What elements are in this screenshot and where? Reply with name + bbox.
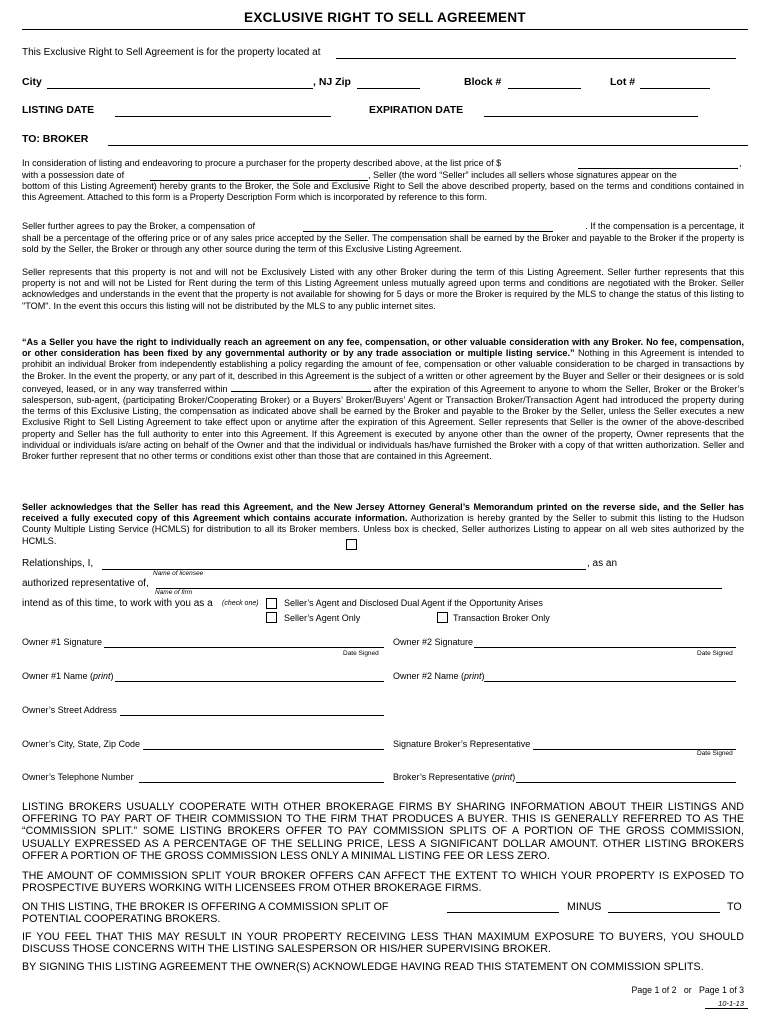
listing-date-field[interactable] bbox=[115, 116, 331, 117]
owner1-signature-field[interactable] bbox=[104, 647, 384, 648]
para5-bold: Seller acknowledges that the Seller has read this Agreement, and the New Jersey Attorney General’s Memorandum printed on the reverse side, and the Seller has received a fully executed copy of this Agreement which contains accurate information. bbox=[22, 502, 744, 524]
web-sites-opt-out-checkbox[interactable] bbox=[346, 539, 357, 550]
para1-rest: bottom of this Listing Agreement) hereby grants to the Broker, the Sole and Exclusive Right to Sell the above described property, based on the terms and conditions contained in this Agreement. Attached to this form is a Property Description Form which is incorporated by reference to this form. bbox=[22, 181, 744, 203]
para4-bold: “As a Seller you have the right to individually reach an agreement on any fee, compensation, or other valuable consideration with any Broker. No fee, compensation, or other consideration has been fixed by any governmental authority or by any trade association or multiple listing service.” bbox=[22, 337, 744, 359]
to-label: TO bbox=[727, 901, 742, 913]
broker-rep-field[interactable] bbox=[516, 782, 736, 783]
page-number: Page 1 of 2 or Page 1 of 3 bbox=[631, 985, 744, 995]
street-address-field[interactable] bbox=[120, 715, 384, 716]
owner2-close-paren: ) bbox=[481, 671, 485, 681]
owner1-date-signed: Date Signed bbox=[343, 650, 379, 657]
para2-rest: shall be a percentage of the offering price or of any sales price accepted by the Seller. The compensation shall be earned by the Broker and payable to the Broker if the property is sold by the Seller, the Broker or through any other source during the term of this Exclusive Listing Agreement. bbox=[22, 232, 744, 254]
para4-text2: after the expiration of this Agreement to anyone to whom the Seller, Broker or the Broker’s salesperson, sub-agent, (participating Broker/Cooperating Broker) or a Buyers’ Broker/Buyers’ Agent or Transaction Broker/Transaction Agent had introduced the property during the terms of this Exclusive Listing, the compensation as indicated above shall be earned by the Broker and payable to the Broker by the Seller, unless the Seller executes a new Exclusive Right to Sell Listing Agreement to take effect upon or anytime after the expiration of this Agreement. Seller represents that Seller is the owner of the above-described property and Seller has the full authority to enter into this Agreement. If this Agreement is executed by anyone other than the owner of the property, Owner represents that the individual or individuals is/are acting on behalf of the Owner and that the individual or individuals has/have furnished the Broker with a copy of that written authorization. Seller and Broker further represent that no other terms or conditions exist other than those that are contained in this Agreement. bbox=[22, 383, 744, 462]
authorized-rep-label: authorized representative of, bbox=[22, 578, 149, 589]
broker-rep-print-hint: print bbox=[494, 772, 513, 782]
property-location-label: This Exclusive Right to Sell Agreement is for the property located at bbox=[22, 47, 321, 58]
owner1-print-hint: print bbox=[93, 671, 111, 681]
para5 bbox=[22, 502, 744, 547]
licensee-caption: Name of licensee bbox=[153, 570, 204, 577]
telephone-label: Owner’s Telephone Number bbox=[22, 772, 134, 782]
owner1-signature-label: Owner #1 Signature bbox=[22, 637, 103, 647]
commission-split-field[interactable] bbox=[447, 912, 559, 913]
sellers-agent-only-checkbox[interactable] bbox=[266, 612, 277, 623]
title-rule bbox=[22, 29, 748, 30]
potential-brokers-text: POTENTIAL COOPERATING BROKERS. bbox=[22, 913, 221, 925]
owner2-print-hint: print bbox=[464, 671, 482, 681]
owner2-name-label bbox=[393, 671, 485, 681]
commission-exposure-notice: THE AMOUNT OF COMMISSION SPLIT YOUR BROKER OFFERS CAN AFFECT THE EXTENT TO WHICH YOUR PROPERTY IS EXPOSED TO PROSPECTIVE BUYERS WORKING WITH LICENSEES FROM OTHER BROKERAGE FIRMS. bbox=[22, 870, 744, 895]
broker-rep-text: Broker’s Representative ( bbox=[393, 772, 495, 782]
block-label: Block # bbox=[464, 76, 502, 88]
as-an-label: , as an bbox=[587, 558, 618, 569]
owner1-name-text: Owner #1 Name ( bbox=[22, 671, 94, 681]
firm-caption: Name of firm bbox=[155, 589, 193, 596]
relationships-label: Relationships, I, bbox=[22, 558, 94, 569]
para2-line1a: Seller further agrees to pay the Broker, a compensation of bbox=[22, 221, 256, 231]
intend-label: intend as of this time, to work with you as a bbox=[22, 598, 213, 609]
exposure-concerns-notice: IF YOU FEEL THAT THIS MAY RESULT IN YOUR PROPERTY RECEIVING LESS THAN MAXIMUM EXPOSURE TO BUYERS, YOU SHOULD DISCUSS THOSE CONCERNS WITH THE LISTING SALESPERSON OR HIS/HER SUPERVISING BROKER. bbox=[22, 931, 744, 956]
listing-date-label: LISTING DATE bbox=[22, 104, 95, 116]
zip-field[interactable] bbox=[357, 88, 420, 89]
minus-label: MINUS bbox=[567, 901, 602, 913]
broker-name-field[interactable] bbox=[108, 145, 748, 146]
form-version: 10-1-13 bbox=[718, 999, 744, 1008]
broker-rep-date-signed: Date Signed bbox=[697, 750, 733, 757]
owner1-close-paren: ) bbox=[110, 671, 114, 681]
commission-minus-field[interactable] bbox=[608, 912, 720, 913]
owner1-name-label bbox=[22, 671, 114, 681]
firm-name-field[interactable] bbox=[156, 588, 722, 589]
street-address-label: Owner’s Street Address bbox=[22, 705, 117, 715]
acknowledge-notice: BY SIGNING THIS LISTING AGREEMENT THE OWNER(S) ACKNOWLEDGE HAVING READ THIS STATEMENT ON COMMISSION SPLITS. bbox=[22, 961, 704, 973]
para1-line2a: with a possession date of bbox=[22, 169, 125, 180]
lot-label: Lot # bbox=[610, 76, 636, 88]
transaction-broker-checkbox[interactable] bbox=[437, 612, 448, 623]
sellers-agent-dual-label: Seller’s Agent and Disclosed Dual Agent if the Opportunity Arises bbox=[284, 598, 543, 608]
check-one-note: (check one) bbox=[222, 600, 259, 607]
footer-rule bbox=[705, 1008, 748, 1009]
city-state-zip-field[interactable] bbox=[143, 749, 384, 750]
sig-broker-rep-label: Signature Broker’s Representative bbox=[393, 739, 531, 749]
lot-field[interactable] bbox=[640, 88, 710, 89]
to-broker-label: TO: BROKER bbox=[22, 133, 89, 145]
expiration-date-label: EXPIRATION DATE bbox=[369, 104, 464, 116]
city-label: City bbox=[22, 76, 42, 88]
city-field[interactable] bbox=[47, 88, 313, 89]
broker-rep-label bbox=[393, 772, 515, 782]
para5-text: Authorization is hereby granted by the Seller to submit this listing to the Hudson County Multiple Listing Service (HCMLS) for distribution to all its Broker members. Unless box is checked, Seller authorizes Listing to appear on all web sites authorized by the HCMLS. bbox=[22, 513, 745, 546]
para4 bbox=[22, 337, 744, 462]
telephone-field[interactable] bbox=[139, 782, 384, 783]
owner2-date-signed: Date Signed bbox=[697, 650, 733, 657]
para4-text1: Nothing in this Agreement is intended to prohibit an individual Broker from independently establishing a policy regarding the amount of fee, compensation or other valuable consideration to be charged in transactions by the Broker. In the event the property, or any part of it, described in this Agreement is the subject of a written or other agreement by the Buyer and Seller or their designees or is sold conveyed, leased, or in any way transferred within bbox=[22, 348, 744, 394]
block-field[interactable] bbox=[508, 88, 581, 89]
owner2-signature-field[interactable] bbox=[474, 647, 736, 648]
expiration-date-field[interactable] bbox=[484, 116, 698, 117]
para3: Seller represents that this property is not and will not be Exclusively Listed with any other Broker during the term of this Listing Agreement. Seller further represents that this property is not and will not be Listed for Rent during the term of this Listing Agreement unless mutually agreed upon terms and conditions are negotiated with the Broker. Seller acknowledges and understands in the event that the property is not available for showing for 5 days or more the Broker is required by the MLS to change the status of this listing to "TOM". In the event this occurs this listing will not be distributed by the MLS to any public internet sites. bbox=[22, 267, 744, 311]
owner2-signature-label: Owner #2 Signature bbox=[393, 637, 474, 647]
owner2-name-field[interactable] bbox=[484, 681, 736, 682]
para1-line2b: , Seller (the word “Seller” includes all sellers whose signatures appear on the bbox=[368, 169, 677, 180]
document-title: EXCLUSIVE RIGHT TO SELL AGREEMENT bbox=[244, 10, 526, 25]
commission-offer-text: ON THIS LISTING, THE BROKER IS OFFERING A COMMISSION SPLIT OF bbox=[22, 901, 389, 913]
sellers-agent-dual-checkbox[interactable] bbox=[266, 598, 277, 609]
nj-zip-label: , NJ Zip bbox=[313, 76, 351, 88]
property-address-field[interactable] bbox=[336, 58, 736, 59]
city-state-zip-label: Owner’s City, State, Zip Code bbox=[22, 739, 141, 749]
para1-line1: In consideration of listing and endeavoring to procure a purchaser for the property described above, at the list price of $ bbox=[22, 158, 502, 168]
owner2-name-text: Owner #2 Name ( bbox=[393, 671, 465, 681]
broker-rep-close-paren: ) bbox=[512, 772, 516, 782]
para1-comma: , bbox=[739, 158, 742, 168]
sellers-agent-only-label: Seller’s Agent Only bbox=[284, 613, 361, 623]
commission-split-notice: LISTING BROKERS USUALLY COOPERATE WITH OTHER BROKERAGE FIRMS BY SHARING INFORMATION ABOUT THEIR LISTINGS AND OFFERING TO PAY PART OF THEIR COMMISSION TO THE FIRM THAT PRODUCES A BUYER. THIS IS GENERALLY REFERRED TO AS THE “COMMISSION SPLIT.” SOME LISTING BROKERS OFFER TO PAY COMMISSION SPLITS OF A PORTION OF THE GROSS COMMISSION, USUALLY EXPRESSED AS A PERCENTAGE OF THE SELLING PRICE, LESS A SIGNIFICANT DOLLAR AMOUNT. OTHER LISTING BROKERS OFFER A PORTION OF THE GROSS COMMISSION LESS ONLY A MINIMAL LISTING FEE OR LESS ZERO. bbox=[22, 801, 744, 862]
transaction-broker-label: Transaction Broker Only bbox=[453, 613, 550, 623]
transfer-period-field[interactable] bbox=[231, 382, 371, 392]
owner1-name-field[interactable] bbox=[115, 681, 384, 682]
para2-line1b: . If the compensation is a percentage, it bbox=[585, 221, 744, 231]
